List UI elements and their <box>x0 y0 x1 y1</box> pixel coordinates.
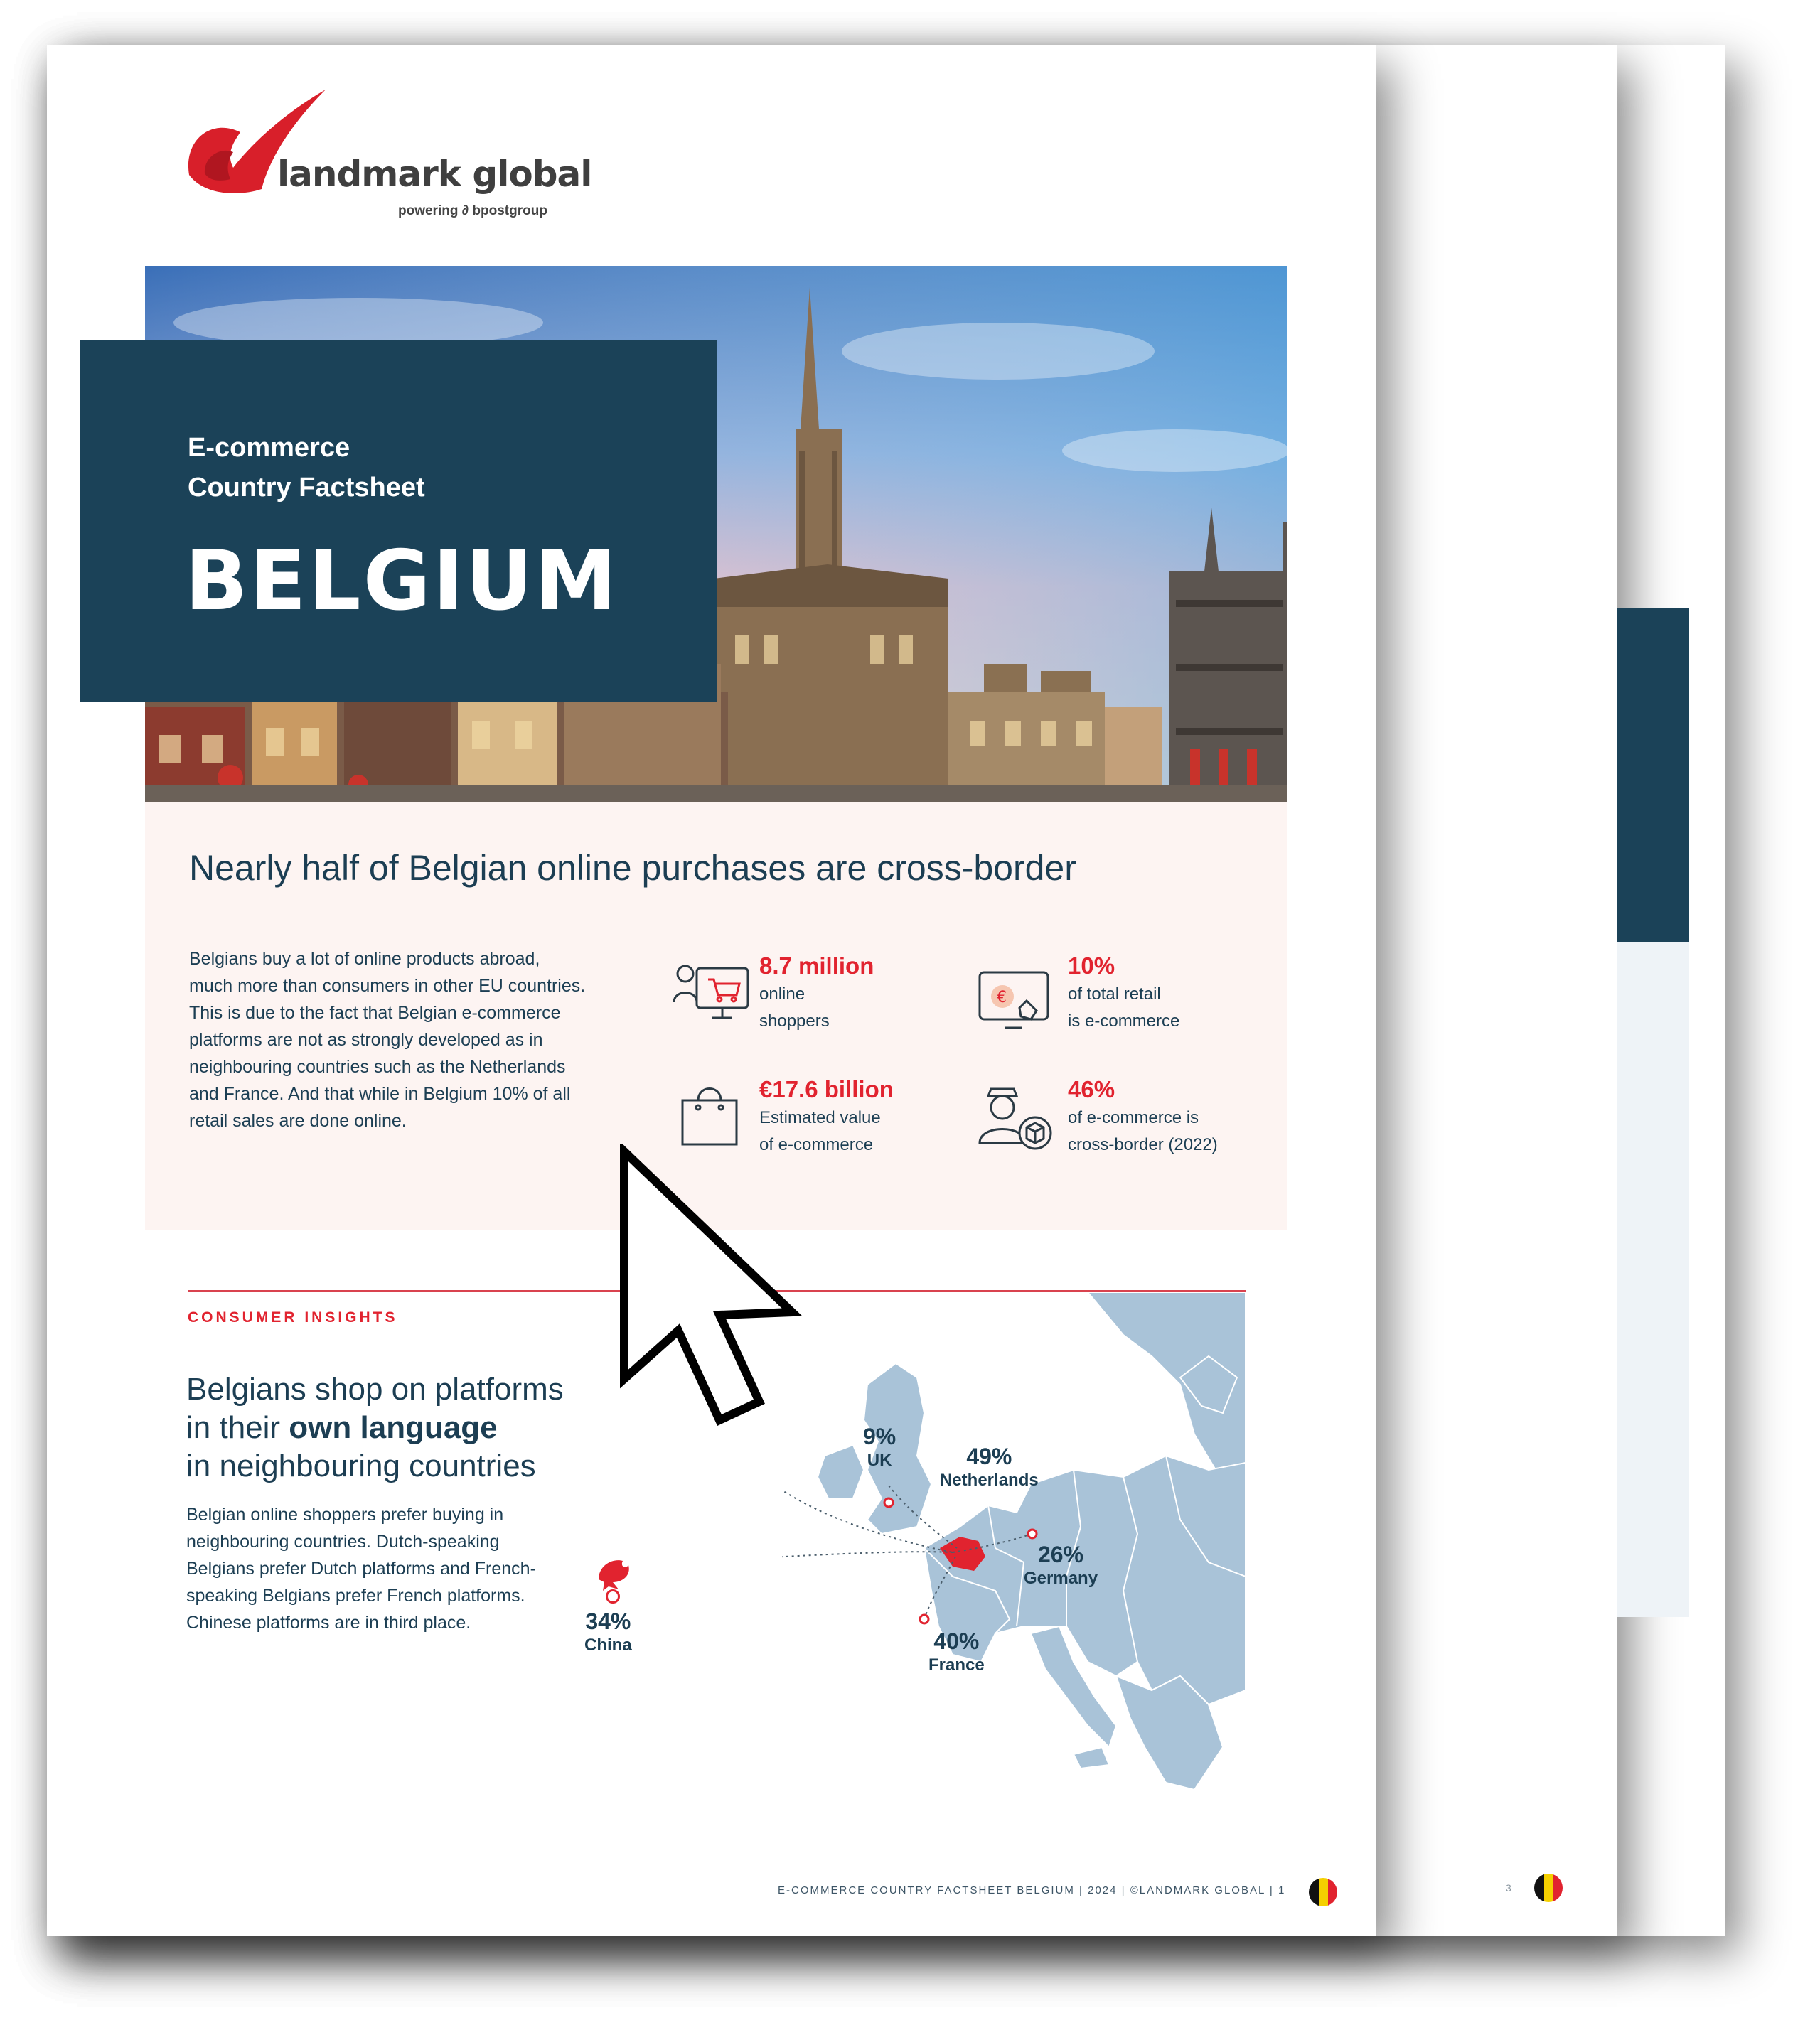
stat-value: 10% <box>1068 952 1115 979</box>
insights-headline-line2: in their own language <box>186 1410 498 1445</box>
cover-title-box <box>80 340 717 702</box>
page-footer: E-COMMERCE COUNTRY FACTSHEET BELGIUM | 2024 | ©LANDMARK GLOBAL | 1 <box>778 1884 1286 1896</box>
map-label-netherlands: 49% Netherlands <box>940 1444 1039 1490</box>
stat-label: Estimated value of e-commerce <box>759 1108 881 1154</box>
summary-headline: Nearly half of Belgian online purchases are cross-border <box>189 848 1076 888</box>
map-pin-netherlands <box>884 1498 893 1507</box>
section-kicker: CONSUMER INSIGHTS <box>188 1309 398 1326</box>
insights-headline-line1: Belgians shop on platforms <box>186 1372 564 1407</box>
map-pin-china <box>606 1589 620 1604</box>
logo-tagline: powering ∂ bpostgroup <box>398 203 547 218</box>
stat-value: 8.7 million <box>759 952 874 979</box>
country-title: BELGIUM <box>185 533 619 629</box>
euro-screen-icon <box>977 970 1055 1037</box>
landmark-global-logo <box>183 90 592 225</box>
back-page-number: 3 <box>1506 1882 1511 1894</box>
logo-wordmark: landmark global <box>277 154 592 195</box>
shopping-bag-icon <box>675 1079 746 1154</box>
cover-kicker <box>188 428 425 508</box>
stat-label: online shoppers <box>759 984 830 1031</box>
mouse-cursor-icon <box>613 1144 805 1429</box>
map-pin-france <box>920 1615 928 1623</box>
stat-cross-border <box>1068 1075 1218 1159</box>
svg-text:€: € <box>997 989 1007 1006</box>
belgium-flag-icon <box>1534 1874 1563 1902</box>
stat-retail-share <box>1068 951 1179 1035</box>
stat-label: of total retail is e-commerce <box>1068 984 1180 1031</box>
stat-label: of e-commerce is cross-border (2022) <box>1068 1108 1218 1154</box>
shopper-cart-icon <box>671 961 756 1036</box>
belgium-flag-icon <box>1309 1878 1337 1906</box>
map-pin-germany <box>1028 1530 1037 1538</box>
europe-map <box>782 1292 1246 1818</box>
back-page-panel <box>1617 942 1689 1617</box>
map-label-france: 40% France <box>928 1628 985 1675</box>
map-label-china: 34% China <box>584 1609 632 1655</box>
summary-body: Belgians buy a lot of online products abroad, much more than consumers in other EU countries. This is due to the fact that Belgian e-commerce platforms are not as strongly developed as in neighbouring countries such as the Netherlands and France. And that while in Belgium 10% of all retail sales are done online. <box>189 949 586 1131</box>
insights-headline <box>186 1370 564 1486</box>
stat-value: 46% <box>1068 1076 1115 1102</box>
insights-headline-line3: in neighbouring countries <box>186 1449 536 1483</box>
map-label-uk: 9% UK <box>863 1424 896 1470</box>
stat-value: €17.6 billion <box>759 1076 894 1102</box>
insights-body: Belgian online shoppers prefer buying in neighbouring countries. Dutch-speaking Belgians prefer Dutch platforms and French-speaking Belgians prefer French platforms. Chinese platforms are in third place. <box>186 1505 536 1633</box>
cover-kicker-line2: Country Factsheet <box>188 473 425 503</box>
cover-kicker-line1: E-commerce <box>188 433 350 463</box>
back-page-title-band <box>1617 608 1689 942</box>
courier-parcel-icon <box>975 1083 1061 1158</box>
stat-online-shoppers <box>759 951 874 1035</box>
map-label-germany: 26% Germany <box>1024 1542 1098 1588</box>
